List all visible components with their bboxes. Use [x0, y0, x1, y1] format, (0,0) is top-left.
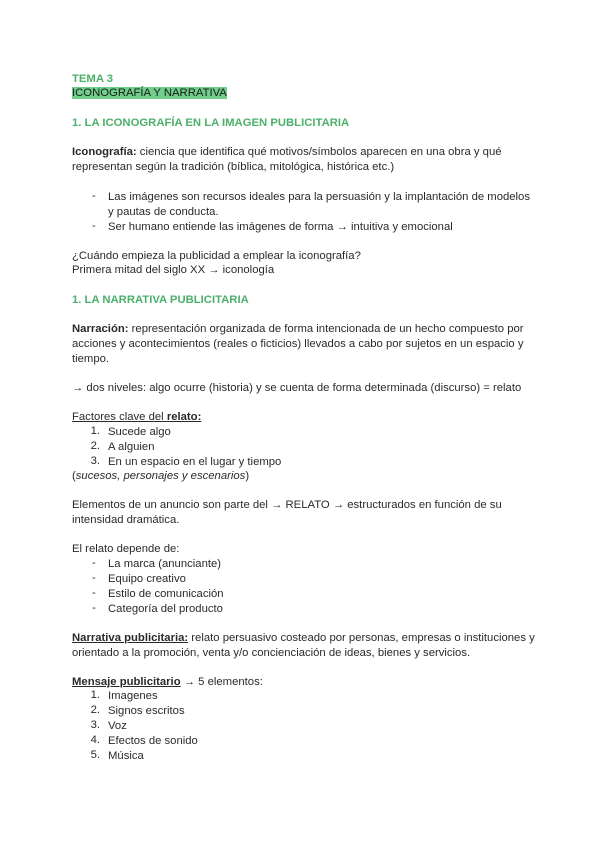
mensaje-heading [72, 675, 263, 690]
answer-text: Primera mitad del siglo XX → iconología [72, 264, 275, 276]
bullet-item: Ser humano entiende las imágenes de forma → intuitiva y emocional [108, 221, 453, 233]
elementos-line2: intensidad dramática. [72, 514, 180, 526]
narracion-definition-line3: tiempo. [72, 353, 110, 365]
elementos-line1: Elementos de un anuncio son parte del → RELATO → estructurados en función de su [72, 499, 502, 511]
definition-text: ciencia que identifica qué motivos/símbolos aparecen en una obra y qué [136, 146, 502, 158]
definition-text: representación organizada de forma intencionada de un hecho compuesto por [128, 323, 524, 335]
note-italic: sucesos, personajes y escenarios [75, 470, 246, 482]
factores-prefix: Factores clave del [72, 411, 167, 423]
iconografia-definition-line1 [72, 145, 502, 160]
bullet-item: Equipo creativo [108, 573, 186, 585]
bullet-dash: - [92, 190, 96, 202]
term-mensaje-publicitario: Mensaje publicitario [72, 676, 181, 688]
bullet-item-continuation: y pautas de conducta. [108, 206, 219, 218]
definition-text: relato persuasivo costeado por personas, empresas o instituciones y [188, 632, 535, 644]
list-number: 4. [90, 734, 100, 746]
list-number: 2. [90, 440, 100, 452]
list-number: 1. [90, 689, 100, 701]
list-item: Sucede algo [108, 426, 171, 438]
bullet-dash: - [92, 220, 96, 232]
list-number: 2. [90, 704, 100, 716]
bullet-item: Las imágenes son recursos ideales para la persuasión y la implantación de modelos [108, 191, 530, 203]
list-number: 5. [90, 749, 100, 761]
list-number: 1. [90, 425, 100, 437]
list-item: Imagenes [108, 690, 158, 702]
depende-intro: El relato depende de: [72, 543, 180, 555]
bullet-item: La marca (anunciante) [108, 558, 222, 570]
list-item: Voz [108, 720, 127, 732]
paren-close: ) [245, 470, 250, 482]
section-heading-iconografia: 1. LA ICONOGRAFÍA EN LA IMAGEN PUBLICITARIA [72, 117, 350, 129]
narrativa-publicitaria-line1 [72, 631, 535, 646]
narrativa-publicitaria-line2: orientado a la promoción, venta y/o concienciación de ideas, bienes y servicios. [72, 647, 471, 659]
bullet-dash: - [92, 572, 96, 584]
document-title [72, 86, 227, 101]
factores-bold: relato: [166, 411, 202, 423]
paren-open: ( [72, 470, 76, 482]
factores-heading [72, 410, 201, 425]
section-heading-narrativa: 1. LA NARRATIVA PUBLICITARIA [72, 294, 249, 306]
list-item: En un espacio en el lugar y tiempo [108, 456, 282, 468]
bullet-item: Categoría del producto [108, 603, 223, 615]
term-iconografia: Iconografía: [72, 146, 137, 158]
levels-text: → dos niveles: algo ocurre (historia) y se cuenta de forma determinada (discurso) = relato [72, 382, 522, 394]
list-number: 3. [90, 455, 100, 467]
bullet-dash: - [92, 557, 96, 569]
factores-note [72, 469, 249, 484]
narracion-definition-line2: acciones y acontecimientos (reales o ficticios) llevados a cabo por sujetos en un espacio y [72, 338, 524, 350]
list-item: A alguien [108, 441, 155, 453]
title-highlight: ICONOGRAFÍA Y NARRATIVA [72, 87, 227, 99]
mensaje-rest: → 5 elementos: [180, 676, 263, 688]
bullet-item: Estilo de comunicación [108, 588, 224, 600]
question-text: ¿Cuándo empieza la publicidad a emplear la iconografía? [72, 250, 361, 262]
list-number: 3. [90, 719, 100, 731]
tema-label: TEMA 3 [72, 73, 114, 85]
term-narracion: Narración: [72, 323, 129, 335]
iconografia-definition-line2: representan según la tradición (bíblica, mitológica, histórica etc.) [72, 161, 395, 173]
list-item: Efectos de sonido [108, 735, 198, 747]
bullet-dash: - [92, 602, 96, 614]
bullet-dash: - [92, 587, 96, 599]
narracion-definition-line1 [72, 322, 524, 337]
term-narrativa-publicitaria: Narrativa publicitaria: [72, 632, 189, 644]
list-item: Música [108, 750, 144, 762]
list-item: Signos escritos [108, 705, 185, 717]
